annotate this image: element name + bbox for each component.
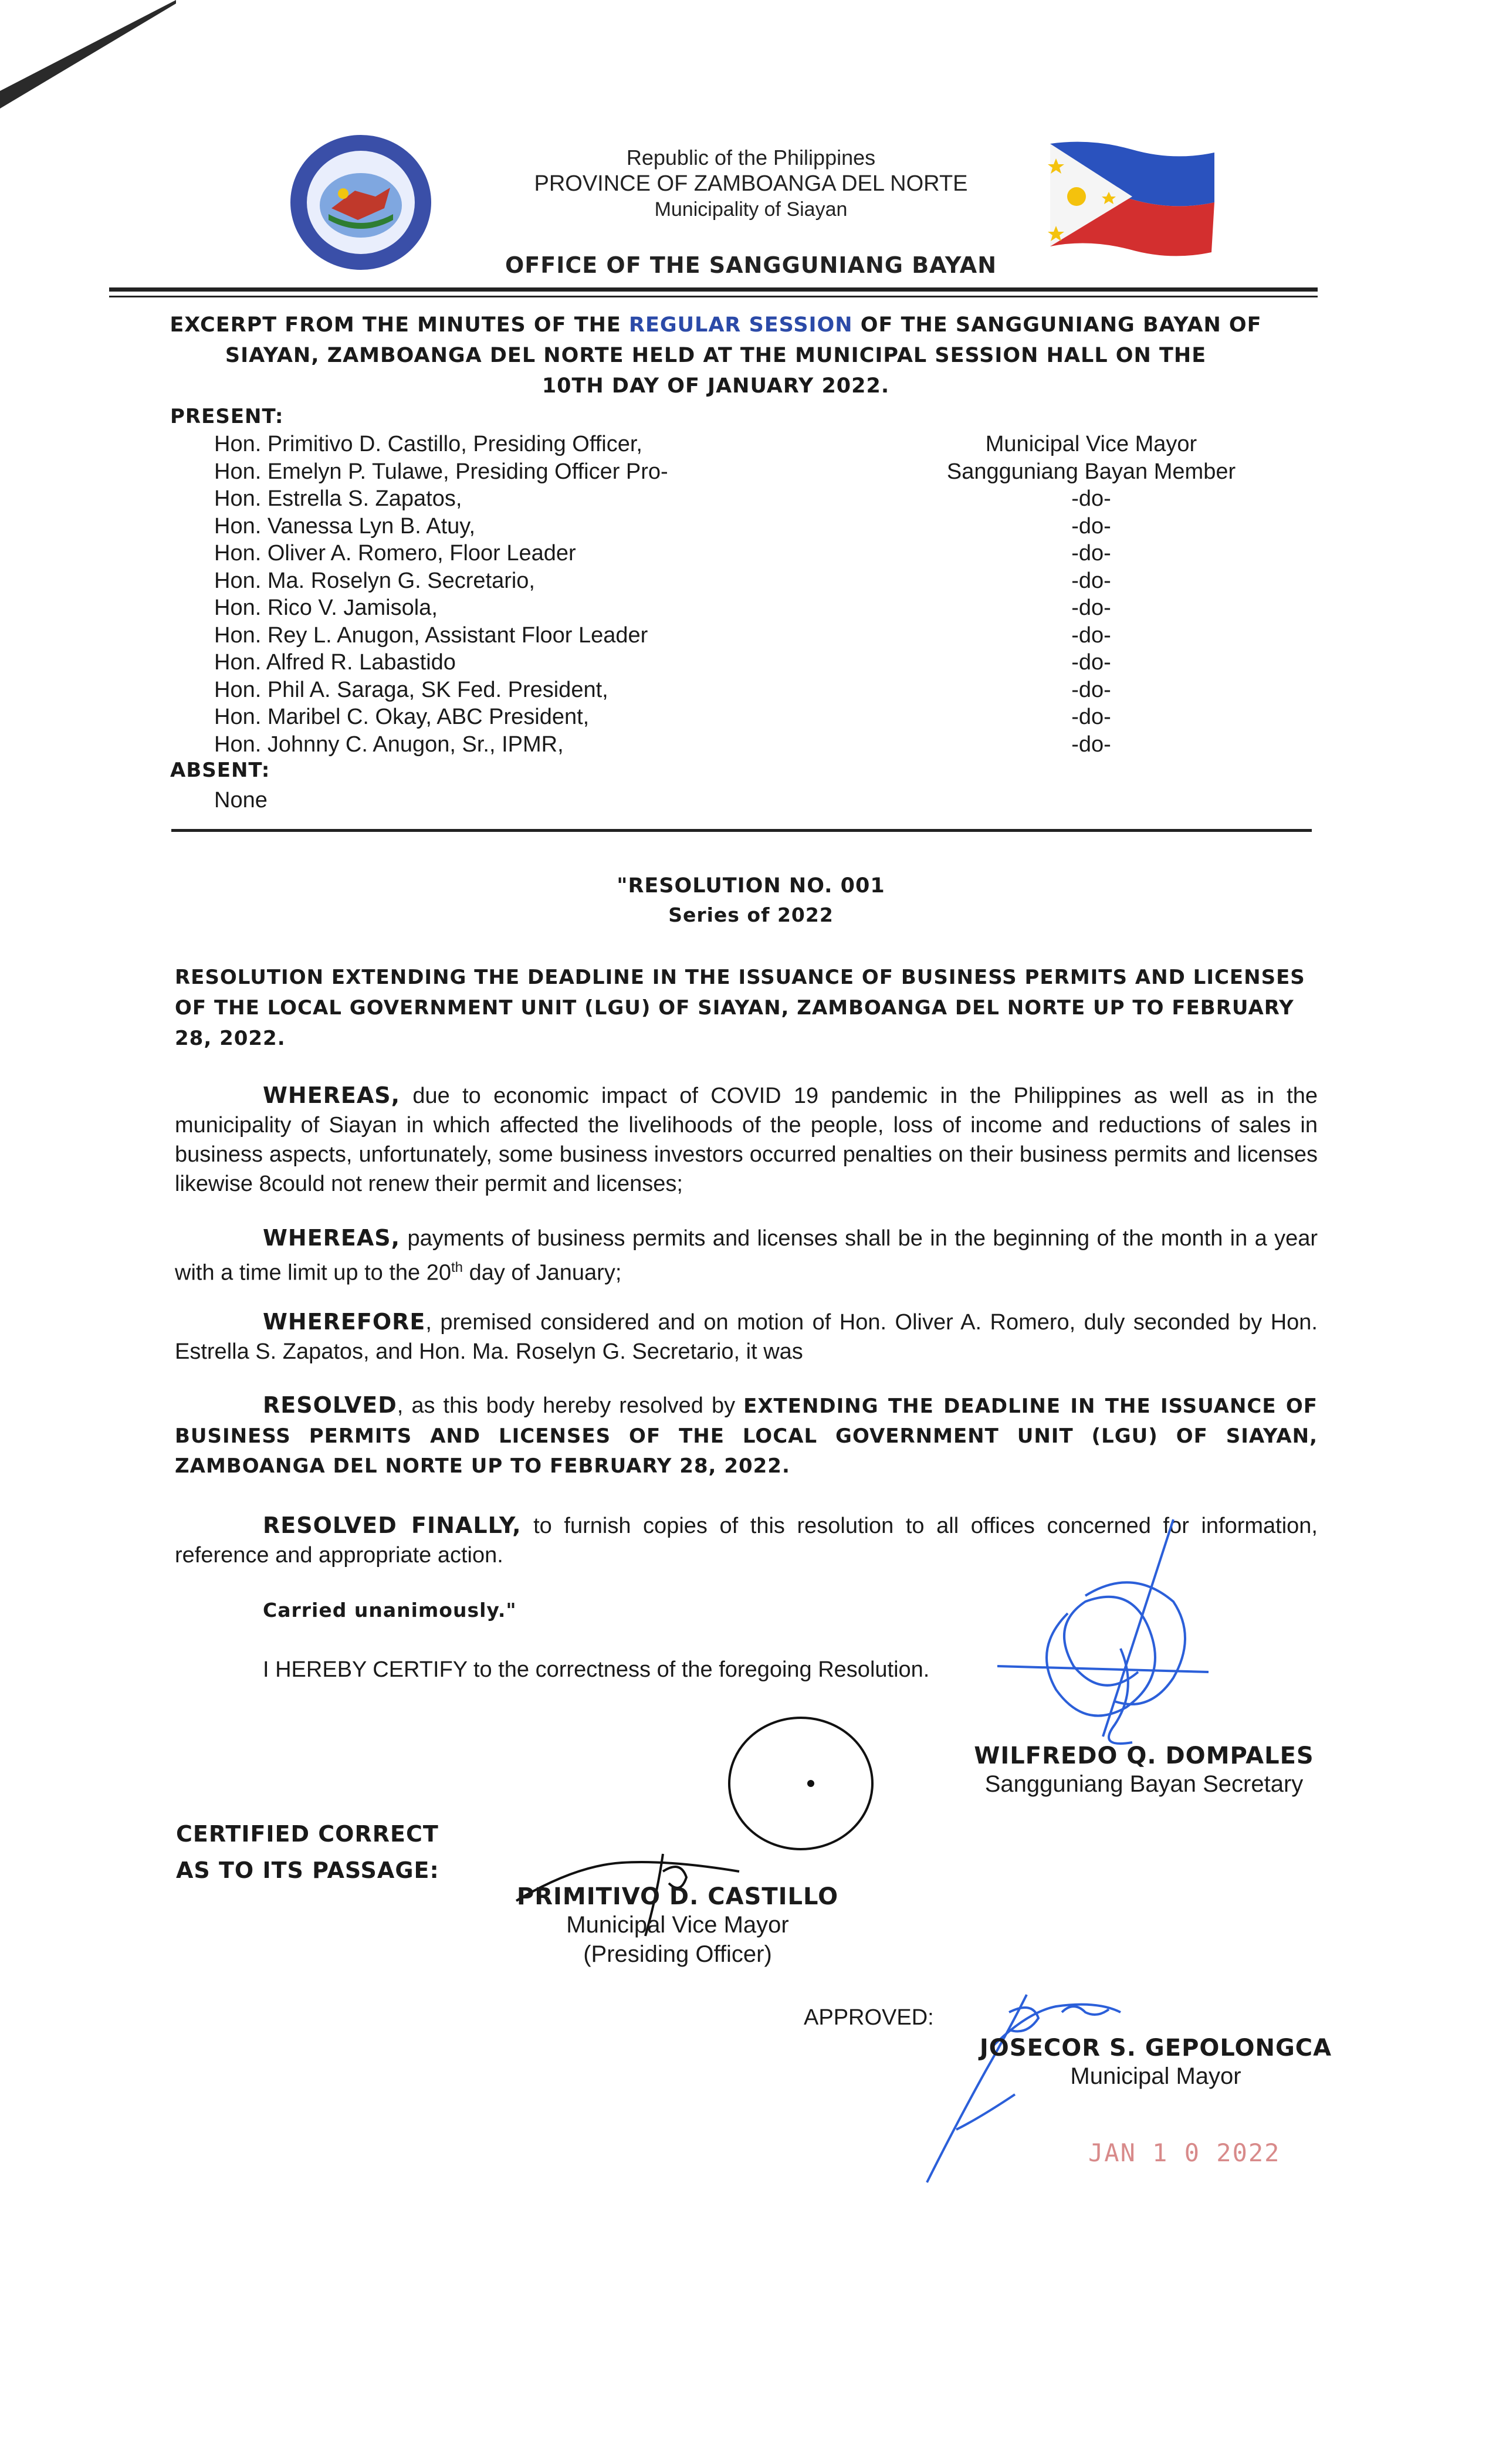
present-member-position: -do-	[1071, 513, 1111, 539]
present-member-position: -do-	[1071, 486, 1111, 511]
certified-correct-label: CERTIFIED CORRECT AS TO ITS PASSAGE:	[176, 1821, 439, 1883]
date-stamp: JAN 1 0 2022	[1088, 2138, 1281, 2167]
present-member-position: -do-	[1071, 732, 1111, 757]
resolution-number: "RESOLUTION NO. 001	[617, 874, 885, 898]
present-member-name: Hon. Alfred R. Labastido	[214, 650, 456, 675]
municipal-seal-icon	[287, 132, 434, 273]
regular-session-highlight: REGULAR SESSION	[629, 313, 853, 337]
resolved-finally-paragraph: RESOLVED FINALLY, to furnish copies of this resolution to all offices concerned for information, reference and appropriate action.	[175, 1512, 1318, 1568]
mayor-position: Municipal Mayor	[1070, 2063, 1241, 2089]
present-member-name: Hon. Vanessa Lyn B. Atuy,	[214, 513, 475, 539]
present-member-position: -do-	[1071, 677, 1111, 702]
secretary-position: Sangguniang Bayan Secretary	[984, 1771, 1304, 1797]
present-member-name: Hon. Rico V. Jamisola,	[214, 595, 438, 620]
whereas-paragraph-1: WHEREAS, due to economic impact of COVID 19 pandemic in the Philippines as well as in the municipality of Siayan in which affected the livelihoods of the people, loss of income and reductions of sales in business aspects, unfortunately, some business investors occurred penalties on their business permits and licenses likewise 8could not renew their permit and licenses;	[175, 1082, 1318, 1196]
present-member-position: -do-	[1071, 650, 1111, 675]
present-names-list	[214, 431, 918, 758]
absent-label: ABSENT:	[170, 759, 270, 782]
present-member-position: -do-	[1071, 541, 1111, 566]
header-municipality: Municipality of Siayan	[654, 198, 848, 221]
section-rule	[171, 829, 1312, 832]
carried-unanimously: Carried unanimously."	[263, 1599, 517, 1622]
secretary-signature-block	[939, 1742, 1349, 1799]
secretary-name: WILFREDO Q. DOMPALES	[974, 1742, 1314, 1769]
vice-mayor-signature-block	[487, 1883, 868, 1969]
scan-edge-mark	[0, 0, 176, 117]
resolution-series: Series of 2022	[668, 903, 834, 926]
present-member-name: Hon. Rey L. Anugon, Assistant Floor Leader	[214, 622, 648, 648]
vice-mayor-position: Municipal Vice Mayor	[566, 1912, 789, 1938]
mayor-signature-block	[950, 2035, 1361, 2091]
whereas-paragraph-2: WHEREAS, payments of business permits and licenses shall be in the beginning of the month in a year with a time limit up to the 20th day of January;	[175, 1225, 1318, 1285]
header-province: PROVINCE OF ZAMBOANGA DEL NORTE	[534, 171, 968, 196]
certify-statement: I HEREBY CERTIFY to the correctness of the foregoing Resolution.	[263, 1657, 930, 1682]
header-republic: Republic of the Philippines	[626, 145, 876, 170]
present-member-name: Hon. Ma. Roselyn G. Secretario,	[214, 568, 535, 593]
present-member-position: -do-	[1071, 568, 1111, 593]
present-member-position: Municipal Vice Mayor	[985, 432, 1197, 456]
resolved-paragraph: RESOLVED, as this body hereby resolved by EXTENDING THE DEADLINE IN THE ISSUANCE OF BUSINESS PERMITS AND LICENSES OF THE LOCAL GOVERNMENT UNIT (LGU) OF SIAYAN, ZAMBOANGA DEL NORTE UP TO FEBRUARY 28, 2022.	[175, 1392, 1318, 1478]
excerpt-heading: EXCERPT FROM THE MINUTES OF THE REGULAR SESSION OF THE SANGGUNIANG BAYAN OF SIAYAN, ZAMBOANGA DEL NORTE HELD AT THE MUNICIPAL SESSION HALL ON THE 10TH DAY OF JANUARY 2022.	[170, 313, 1262, 398]
present-member-name: Hon. Oliver A. Romero, Floor Leader	[214, 541, 576, 566]
header-rule-thick	[109, 287, 1318, 292]
vice-mayor-role: (Presiding Officer)	[583, 1941, 772, 1967]
mayor-name: JOSECOR S. GEPOLONGCA	[979, 2035, 1332, 2062]
header-rule-thin	[109, 296, 1318, 297]
present-positions-list	[915, 431, 1267, 758]
header-office: OFFICE OF THE SANGGUNIANG BAYAN	[505, 252, 997, 278]
approved-label: APPROVED:	[804, 2005, 934, 2030]
wherefore-paragraph: WHEREFORE, premised considered and on motion of Hon. Oliver A. Romero, duly seconded by Hon. Estrella S. Zapatos, and Hon. Ma. Roselyn G. Secretario, it was	[175, 1309, 1318, 1364]
vice-mayor-name: PRIMITIVO D. CASTILLO	[516, 1883, 839, 1910]
present-member-name: Hon. Johnny C. Anugon, Sr., IPMR,	[214, 732, 564, 757]
present-member-position: -do-	[1071, 705, 1111, 729]
present-member-name: Hon. Primitivo D. Castillo, Presiding Officer,	[214, 432, 642, 456]
present-member-position: -do-	[1071, 622, 1111, 648]
philippine-flag-icon	[1044, 138, 1220, 264]
present-member-name: Hon. Estrella S. Zapatos,	[214, 486, 462, 511]
present-label: PRESENT:	[170, 405, 284, 428]
present-member-name: Hon. Phil A. Saraga, SK Fed. President,	[214, 677, 608, 702]
present-member-name: Hon. Emelyn P. Tulawe, Presiding Officer Pro-	[214, 459, 668, 484]
present-member-name: Hon. Maribel C. Okay, ABC President,	[214, 705, 590, 729]
present-member-position: -do-	[1071, 595, 1111, 620]
present-member-position: Sangguniang Bayan Member	[946, 459, 1236, 484]
absent-value: None	[214, 788, 268, 813]
resolution-title: RESOLUTION EXTENDING THE DEADLINE IN THE ISSUANCE OF BUSINESS PERMITS AND LICENSES OF THE LOCAL GOVERNMENT UNIT (LGU) OF SIAYAN, ZAMBOANGA DEL NORTE UP TO FEBRUARY 28, 2022.	[175, 966, 1305, 1050]
